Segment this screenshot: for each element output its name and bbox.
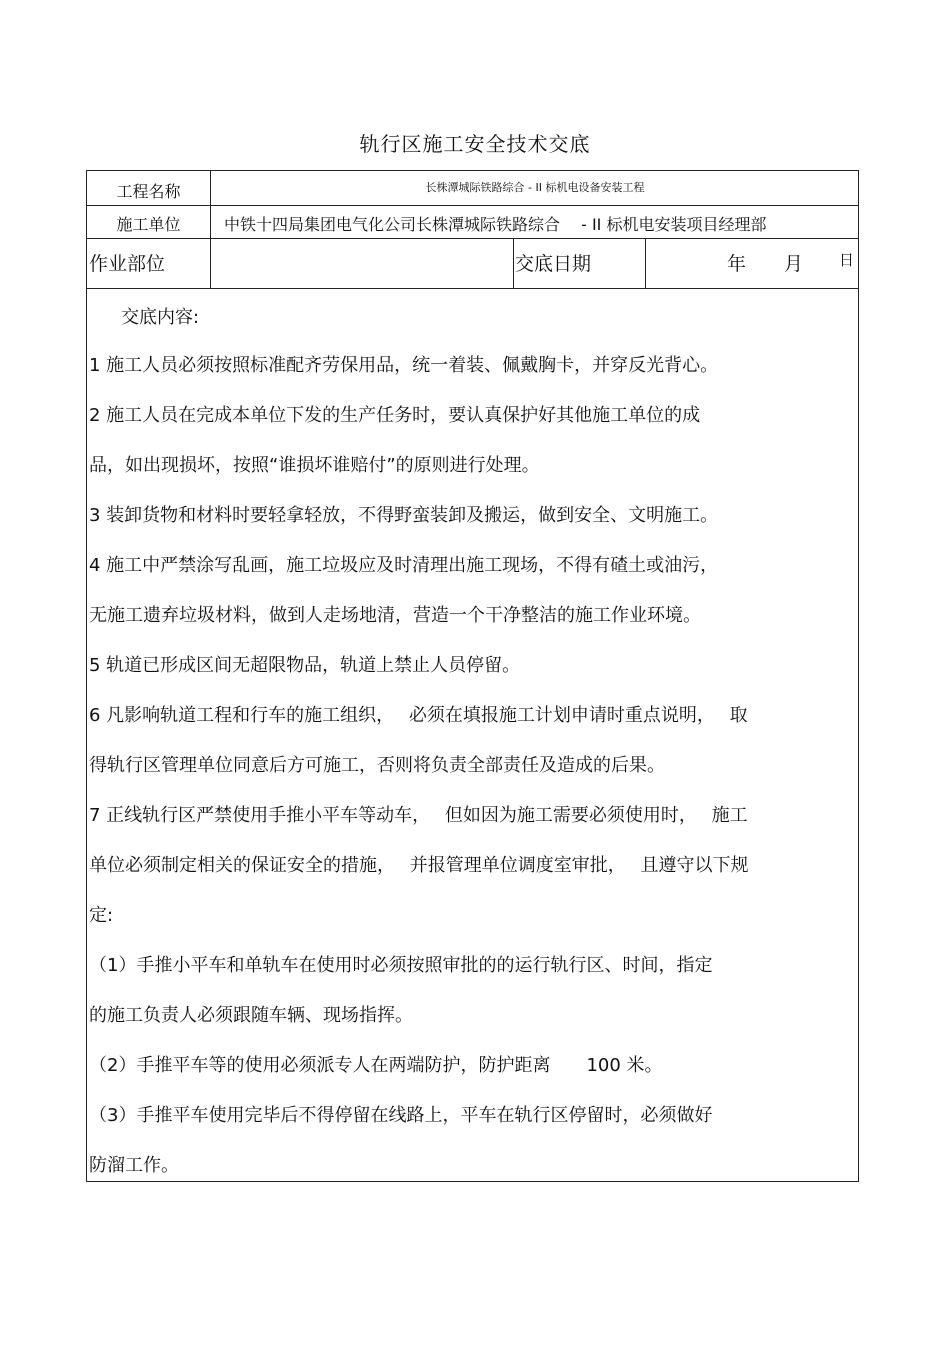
content-line: 无施工遗弃垃圾材料，做到人走场地清，营造一个干净整洁的施工作业环境。: [89, 605, 701, 626]
work-location-label: 作业部位: [89, 253, 166, 275]
content-line: （3）手推平车使用完毕后不得停留在线路上，平车在轨行区停留时，必须做好: [89, 1105, 713, 1126]
construction-unit-value: 中铁十四局集团电气化公司长株潭城际铁路综合 - II 标机电安装项目经理部: [224, 215, 767, 234]
disclosure-date-label: 交底日期: [515, 253, 592, 275]
row-divider: [87, 288, 858, 289]
content-line: （2）手推平车等的使用必须派专人在两端防护，防护距离 100 米。: [89, 1055, 663, 1076]
project-name-label: 工程名称: [116, 182, 181, 201]
disclosure-table: [86, 170, 859, 1182]
content-line: 定:: [89, 905, 114, 926]
content-line: 5 轨道已形成区间无超限物品，轨道上禁止人员停留。: [89, 655, 521, 676]
column-divider: [513, 238, 514, 288]
construction-unit-label: 施工单位: [116, 215, 181, 234]
project-name-value: 长株潭城际铁路综合 - II 标机电设备安装工程: [425, 181, 645, 194]
content-line: 1 施工人员必须按照标准配齐劳保用品，统一着装、佩戴胸卡，并穿反光背心。: [89, 355, 719, 376]
row-divider: [87, 238, 858, 239]
column-divider: [645, 238, 646, 288]
date-year-label: 年: [727, 253, 747, 275]
content-line: 3 装卸货物和材料时要轻拿轻放，不得野蛮装卸及搬运，做到安全、文明施工。: [89, 505, 719, 526]
content-line: 7 正线轨行区严禁使用手推小平车等动车， 但如因为施工需要必须使用时， 施工: [89, 805, 748, 826]
content-line: 单位必须制定相关的保证安全的措施， 并报管理单位调度室审批， 且遵守以下规: [89, 855, 749, 876]
content-line: 的施工负责人必须跟随车辆、现场指挥。: [89, 1005, 413, 1026]
document-title: 轨行区施工安全技术交底: [359, 132, 591, 156]
content-line: 6 凡影响轨道工程和行车的施工组织， 必须在填报施工计划申请时重点说明， 取: [89, 705, 748, 726]
content-line: 防溜工作。: [89, 1155, 179, 1176]
content-line: （1）手推小平车和单轨车在使用时必须按照审批的的运行轨行区、时间，指定: [89, 955, 713, 976]
date-day-label: 日: [839, 251, 855, 269]
content-heading: 交底内容:: [121, 307, 200, 328]
content-line: 2 施工人员在完成本单位下发的生产任务时，要认真保护好其他施工单位的成: [89, 405, 701, 426]
row-divider: [87, 205, 858, 206]
date-month-label: 月: [784, 253, 804, 275]
content-line: 品，如出现损坏，按照“谁损坏谁赔付”的原则进行处理。: [89, 455, 540, 476]
content-line: 得轨行区管理单位同意后方可施工，否则将负责全部责任及造成的后果。: [89, 755, 665, 776]
content-line: 4 施工中严禁涂写乱画，施工垃圾应及时清理出施工现场，不得有碴土或油污，: [89, 555, 719, 576]
